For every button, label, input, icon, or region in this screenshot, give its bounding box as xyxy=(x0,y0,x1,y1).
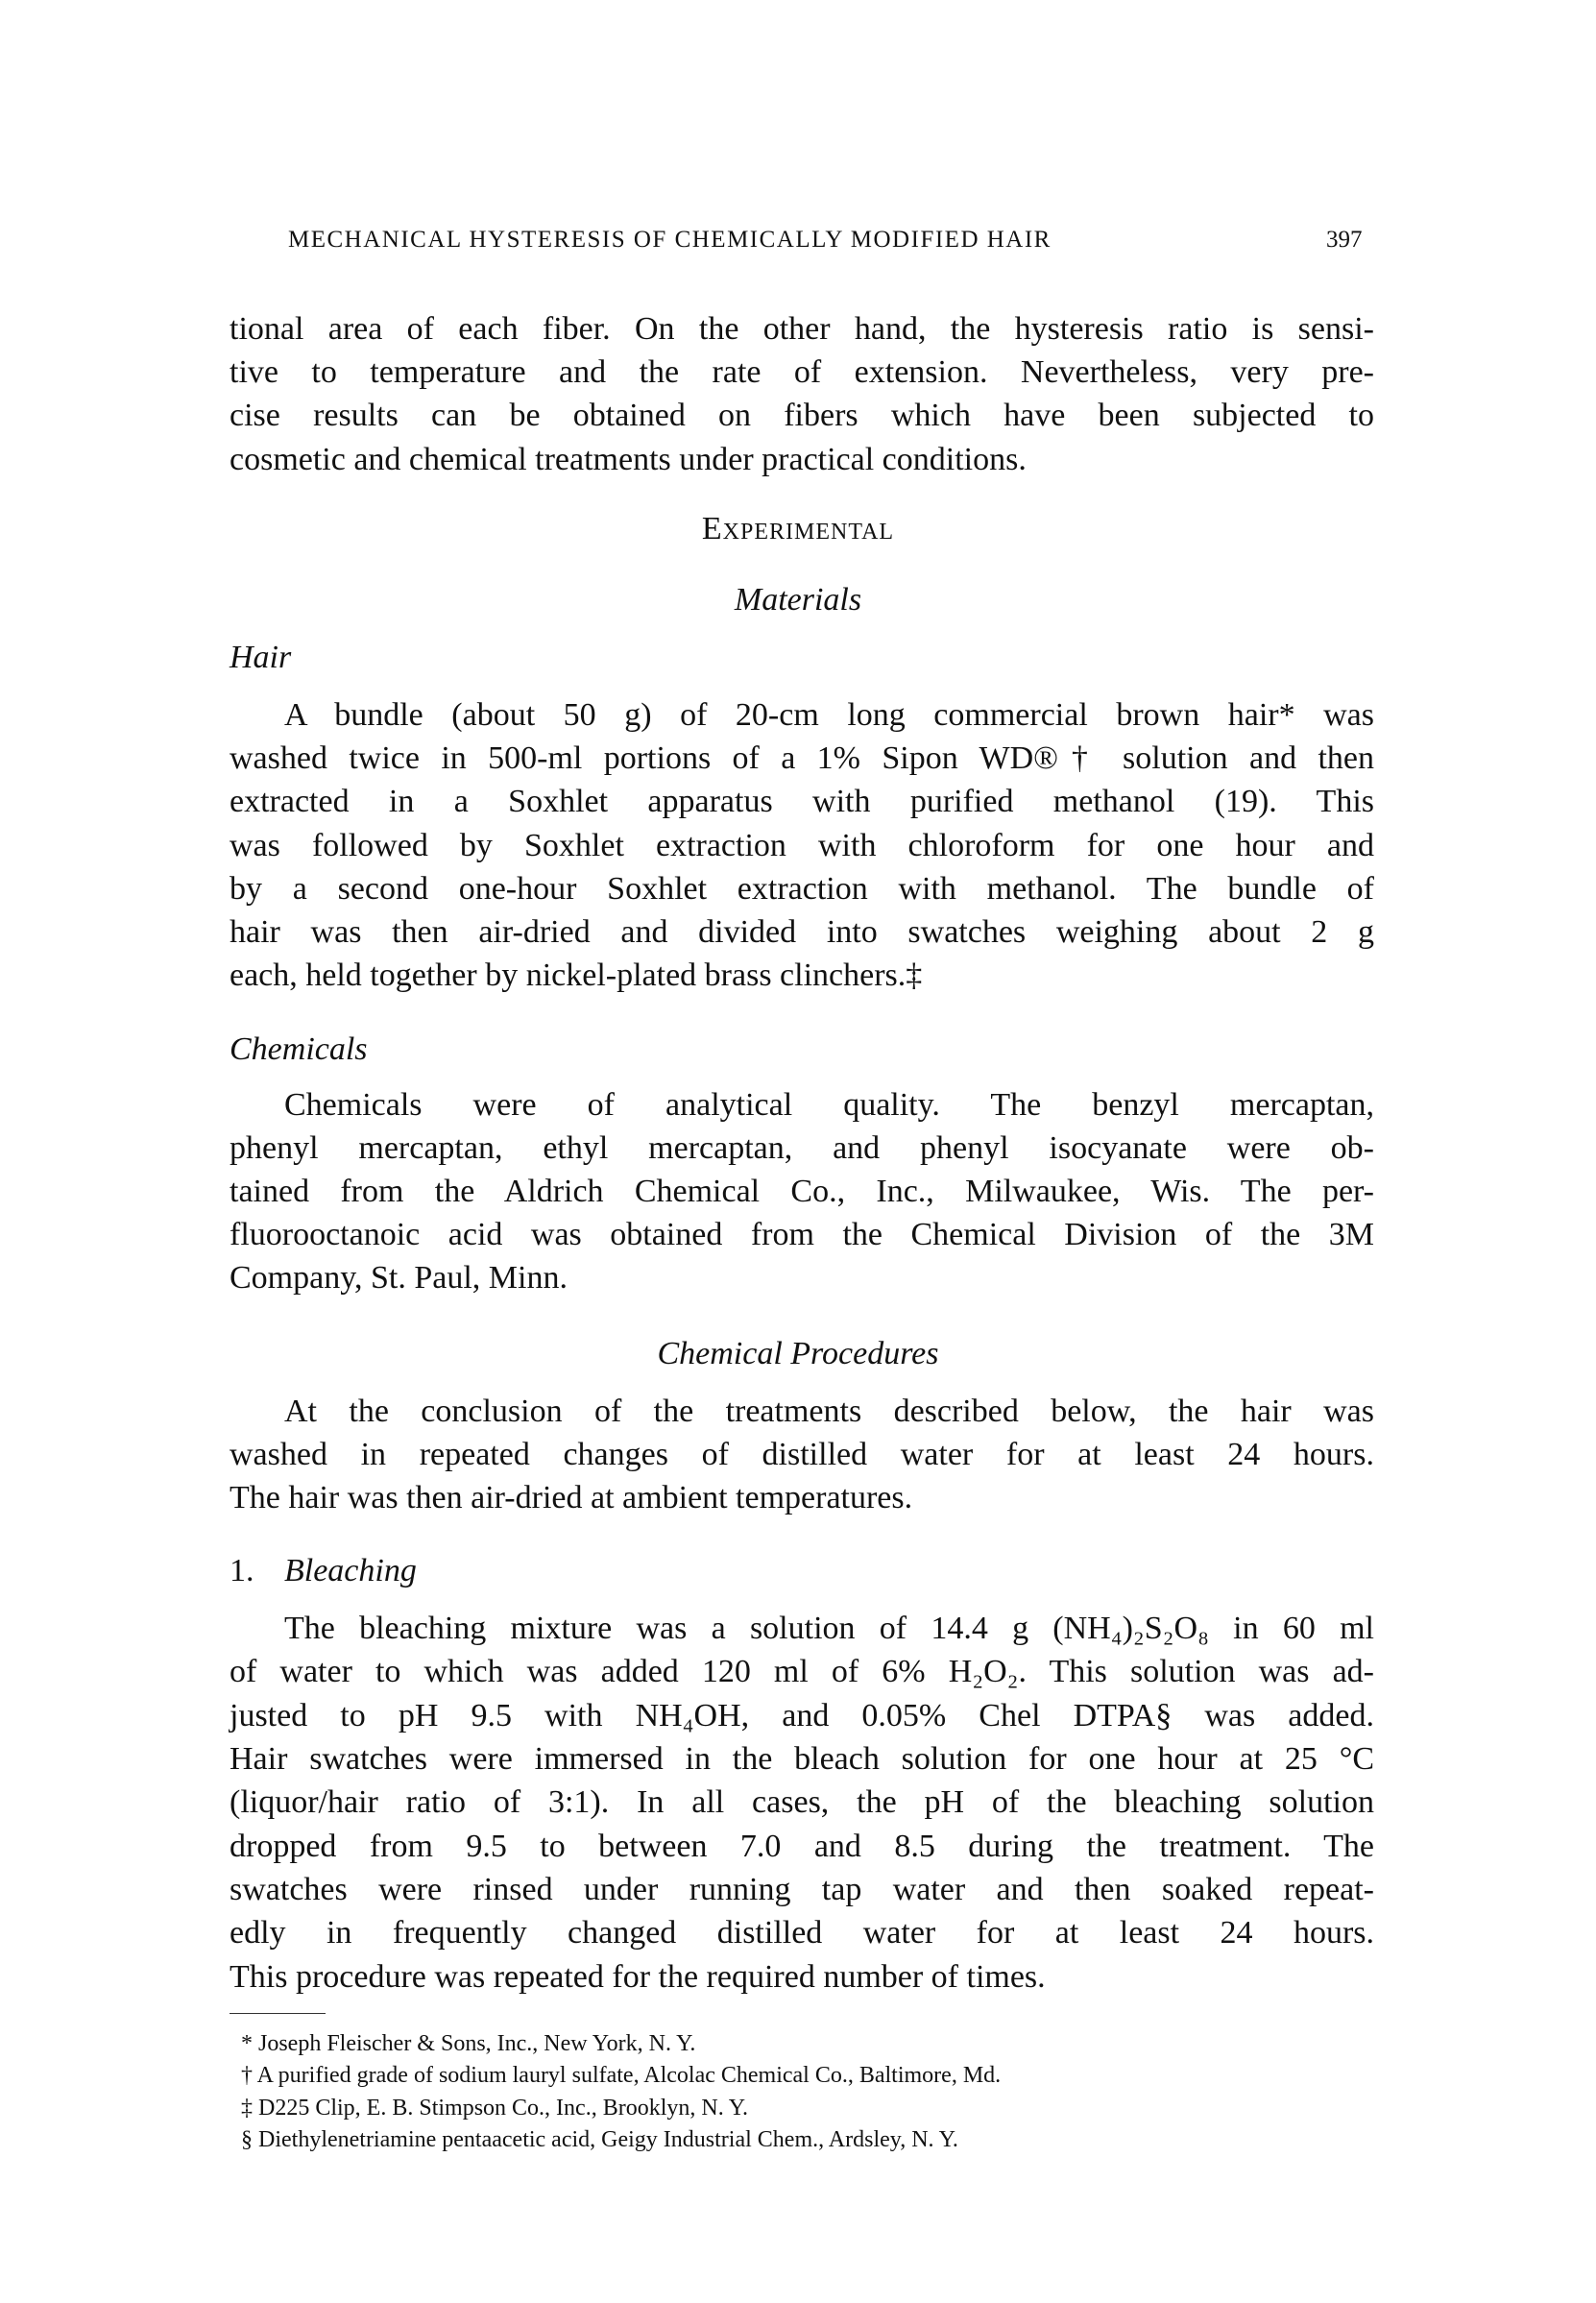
text-line: Company, St. Paul, Minn. xyxy=(230,1260,568,1296)
hair-heading: Hair xyxy=(230,640,292,675)
text-line: cise results can be obtained on fibers which have been subjected to xyxy=(230,398,1374,433)
text-line: tained from the Aldrich Chemical Co., Inc., Milwaukee, Wis. The per- xyxy=(230,1174,1374,1209)
text-line: The bleaching mixture was a solution of 14.4 g (NH₄)₂S₂O₈ in 60 ml xyxy=(284,1611,1374,1646)
section-heading: Experimental xyxy=(701,511,895,546)
text-line: edly in frequently changed distilled water for at least 24 hours. xyxy=(230,1915,1374,1951)
footnote: ‡ D225 Clip, E. B. Stimpson Co., Inc., Brooklyn, N. Y. xyxy=(241,2096,749,2121)
procedures-heading: Chemical Procedures xyxy=(657,1336,939,1371)
footnote: * Joseph Fleischer & Sons, Inc., New York, N. Y. xyxy=(241,2031,696,2056)
bleaching-heading: Bleaching xyxy=(284,1553,417,1588)
text-line: each, held together by nickel-plated brass clinchers.‡ xyxy=(230,958,923,993)
text-line: phenyl mercaptan, ethyl mercaptan, and phenyl isocyanate were ob- xyxy=(230,1130,1374,1166)
chemicals-heading: Chemicals xyxy=(230,1031,368,1067)
footnote: § Diethylenetriamine pentaacetic acid, Geigy Industrial Chem., Ardsley, N. Y. xyxy=(241,2127,958,2152)
text-line: fluorooctanoic acid was obtained from the Chemical Division of the 3M xyxy=(230,1217,1374,1252)
text-line: tive to temperature and the rate of extension. Nevertheless, very pre- xyxy=(230,354,1374,390)
text-line: of water to which was added 120 ml of 6% H₂O₂. This solution was ad- xyxy=(230,1654,1374,1689)
text-line: justed to pH 9.5 with NH₄OH, and 0.05% Chel DTPA§ was added. xyxy=(230,1698,1374,1733)
text-line: extracted in a Soxhlet apparatus with purified methanol (19). This xyxy=(230,784,1374,819)
text-line: washed twice in 500-ml portions of a 1% Sipon WD®† solution and then xyxy=(230,740,1374,776)
text-line: At the conclusion of the treatments described below, the hair was xyxy=(284,1394,1374,1429)
text-line: A bundle (about 50 g) of 20-cm long commercial brown hair* was xyxy=(284,697,1374,733)
text-line: cosmetic and chemical treatments under practical conditions. xyxy=(230,442,1027,477)
subsection-heading: Materials xyxy=(734,582,862,618)
footnote: † A purified grade of sodium lauryl sulfate, Alcolac Chemical Co., Baltimore, Md. xyxy=(241,2063,1002,2088)
text-line: washed in repeated changes of distilled water for at least 24 hours. xyxy=(230,1437,1374,1472)
bleaching-number: 1. xyxy=(230,1553,254,1588)
text-line: (liquor/hair ratio of 3:1). In all cases, the pH of the bleaching solution xyxy=(230,1784,1374,1820)
text-line: Hair swatches were immersed in the bleach solution for one hour at 25 °C xyxy=(230,1741,1374,1777)
text-line: Chemicals were of analytical quality. The benzyl mercaptan, xyxy=(284,1087,1374,1123)
text-line: swatches were rinsed under running tap water and then soaked repeat- xyxy=(230,1872,1374,1907)
running-header: MECHANICAL HYSTERESIS OF CHEMICALLY MODIFIED HAIR xyxy=(288,227,1052,253)
text-line: tional area of each fiber. On the other hand, the hysteresis ratio is sensi- xyxy=(230,311,1374,347)
text-line: by a second one-hour Soxhlet extraction with methanol. The bundle of xyxy=(230,871,1374,907)
text-line: was followed by Soxhlet extraction with chloroform for one hour and xyxy=(230,828,1374,863)
text-line: dropped from 9.5 to between 7.0 and 8.5 during the treatment. The xyxy=(230,1829,1374,1864)
text-line: This procedure was repeated for the required number of times. xyxy=(230,1959,1046,1995)
text-line: hair was then air-dried and divided into swatches weighing about 2 g xyxy=(230,914,1374,950)
footnote-rule xyxy=(230,2013,326,2014)
text-line: The hair was then air-dried at ambient temperatures. xyxy=(230,1480,913,1515)
page-number: 397 xyxy=(1326,227,1363,253)
